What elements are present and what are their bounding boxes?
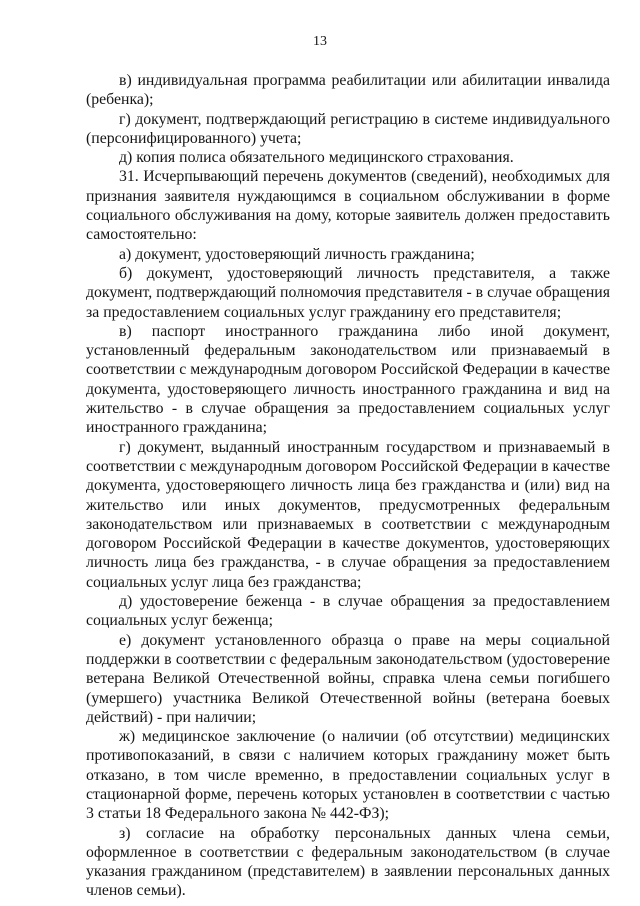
- paragraph-e-social-support-document: е) документ установленного образца о праве на меры социальной поддержки в соответствии с федеральным законодательством (удостоверение ветерана Великой Отечественной войны, справка члена семьи погибшего (умершего) участника Великой Отечественной войны (ветерана боевых действий) - при наличии;: [86, 631, 610, 726]
- paragraph-a-identity-document: а) документ, удостоверяющий личность гражданина;: [119, 245, 475, 263]
- paragraph-v-rehabilitation-program: в) индивидуальная программа реабилитации или абилитации инвалида (ребенка);: [86, 72, 610, 109]
- document-body: [86, 71, 610, 901]
- paragraph-g-registration-document: г) документ, подтверждающий регистрацию в системе индивидуального (персонифицированного) учета;: [86, 110, 610, 147]
- paragraph-z-personal-data-consent: з) согласие на обработку персональных данных члена семьи, оформленное в соответствии с федеральным законодательством (в случае указания гражданином (представителем) в заявлении персональных данных членов семьи).: [86, 824, 610, 900]
- paragraph-d-refugee-certificate: д) удостоверение беженца - в случае обращения за предоставлением социальных услуг беженца;: [86, 593, 610, 630]
- paragraph-31-document-list: 31. Исчерпывающий перечень документов (сведений), необходимых для признания заявителя нуждающимся в социальном обслуживании в форме социального обслуживания на дому, которые заявитель должен предоставить самостоятельно:: [86, 168, 610, 244]
- paragraph-b-representative-document: б) документ, удостоверяющий личность представителя, а также документ, подтверждающий полномочия представителя - в случае обращения за предоставлением социальных услуг гражданину его представителя;: [86, 264, 610, 321]
- paragraph-zh-medical-conclusion: ж) медицинское заключение (о наличии (об отсутствии) медицинских противопоказаний, в связи с наличием которых гражданину может быть отказано, в том числе временно, в предоставлении социальных услуг в стационарной форме, перечень которых установлен в соответствии с частью 3 статьи 18 Федерального закона № 442-ФЗ);: [86, 728, 610, 823]
- paragraph-d-insurance-policy: д) копия полиса обязательного медицинского страхования.: [119, 149, 514, 167]
- page-number: 13: [313, 34, 327, 49]
- paragraph-v-foreign-passport: в) паспорт иностранного гражданина либо иной документ, установленный федеральным законодательством или признаваемый в соответствии с международным договором Российской Федерации в качестве документа, удостоверяющего личность иностранного гражданина и вид на жительство - в случае обращения за предоставлением социальных услуг иностранного гражданина;: [86, 322, 610, 437]
- paragraph-g-stateless-document: г) документ, выданный иностранным государством и признаваемый в соответствии с международным договором Российской Федерации в качестве документа, удостоверяющего личность лица без гражданства и (или) вид на жительство или иных документов, предусмотренных федеральным законодательством или признаваемых в соответствии с международным договором Российской Федерации в качестве документов, удостоверяющих личность лица без гражданства, - в случае обращения за предоставлением социальных услуг лица без гражданства;: [86, 438, 610, 591]
